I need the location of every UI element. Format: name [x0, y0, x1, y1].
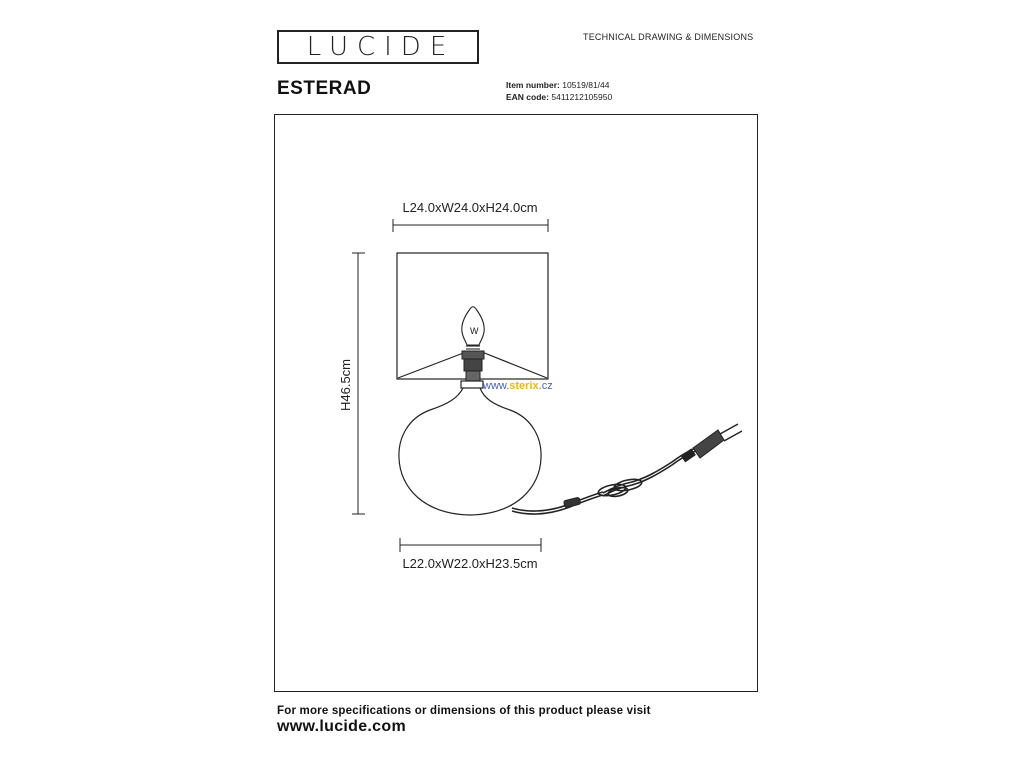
plug-icon: [681, 424, 742, 462]
item-number-label: Item number:: [506, 80, 560, 90]
ean-code-label: EAN code:: [506, 92, 549, 102]
bulb-label: W: [470, 326, 479, 336]
brand-logo-text: LUCIDE: [306, 32, 456, 62]
product-name: ESTERAD: [277, 78, 372, 99]
cable-switch: [564, 497, 581, 508]
socket: [462, 351, 484, 381]
watermark-suffix: .cz: [538, 380, 553, 392]
watermark: [482, 380, 553, 392]
document-type: TECHNICAL DRAWING & DIMENSIONS: [583, 32, 754, 42]
item-number-value: 10519/81/44: [562, 80, 610, 90]
shade-dimensions-label: L24.0xW24.0xH24.0cm: [402, 200, 538, 215]
total-height-label: H46.5cm: [338, 358, 353, 412]
footer-note: For more specifications or dimensions of this product please visit: [277, 705, 651, 717]
ean-code-value: 5411212105950: [551, 92, 613, 102]
watermark-brand: sterix: [509, 380, 539, 392]
vase-base: [399, 381, 541, 515]
base-dimensions-label: L22.0xW22.0xH23.5cm: [402, 556, 538, 571]
watermark-prefix: www.: [483, 380, 510, 392]
footer-url[interactable]: www.lucide.com: [277, 718, 406, 735]
